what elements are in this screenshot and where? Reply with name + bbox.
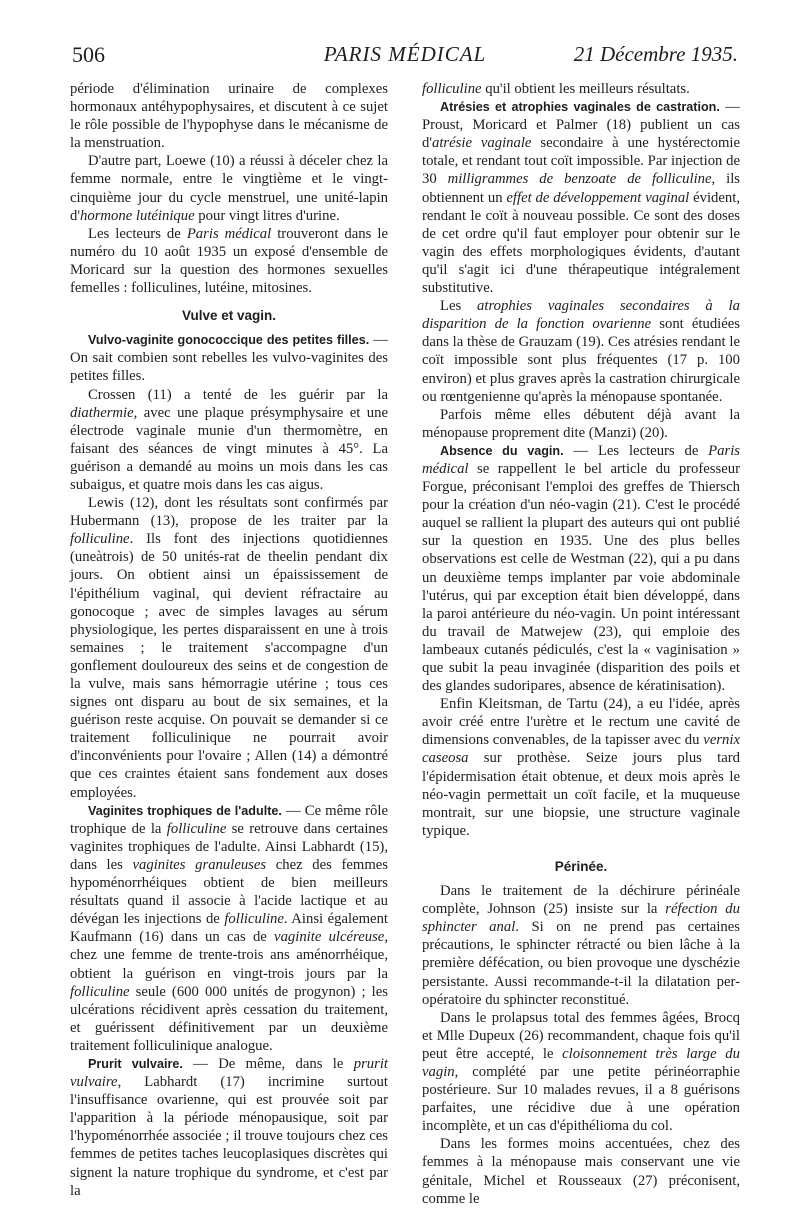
page-header xyxy=(72,42,738,76)
paragraph: Absence du vagin. — Les lecteurs de Paris médical se rappellent le bel article du professeur Forgue, préconisant l'emploi des greffes de Thiersch pour la création d'un néo-vagin (21). C'est le procédé auquel se rallient la plupart des auteurs qui ont publié sur la question en 1935. Une des plus belles observations est celle de Westman (22), qui a pu dans un deuxième temps implanter par voie abdominale l'utérus, qui par exception était bien développé, dans la paroi antérieure du néo-vagin. Un point intéressant du travail de Matwejew (23), qui emploie des lambeaux cutanés pédiculés, c'est la « vaginisation » que subit la peau invaginée (disparition des poils et des glandes sudoripares, absence de kératinisation). xyxy=(422,442,740,695)
paragraph: D'autre part, Loewe (10) a réussi à déceler chez la femme normale, entre le vingtième et le vingt-cinquième jour du cycle menstruel, une unité-lapin d'hormone lutéinique pour vingt litres d'urine. xyxy=(70,153,388,224)
paragraph: Lewis (12), dont les résultats sont confirmés par Hubermann (13), propose de les traiter par la folliculine. Ils font des injections quotidiennes (uneàtrois) de 50 unités-rat de theelin pendant dix jours. On obtient ainsi un épaississement de l'épithélium vaginal, qui devient réfractaire au gonocoque ; avec de simples lavages au sérum physiologique, les pertes disparaissent en une à trois semaines ; le traitement s'accompagne d'un gonflement douloureux des seins et de congestion de la vulve, mais sans hémorragie utérine ; tous ces signes ont disparu au bout de six semaines, et la guérison reste acquise. On pouvait se demander si ce traitement folliculinique ne pourrait avoir d'inconvénients pour l'ovaire ; Allen (14) a démontré que ces craintes étaient sans fondement aux doses employées. xyxy=(70,495,388,801)
page-number: 506 xyxy=(72,42,105,67)
paragraph: Prurit vulvaire. — De même, dans le prurit vulvaire, Labhardt (17) incrimine surtout l'insuffisance ovarienne, qui est prouvée soit par l'apparition à la période ménopausique, soit par l'hypoménorrhée associée ; il trouve toujours chez ces femmes de petites taches leucoplasiques discrètes qui signent la nature trophique du syndrome, et c'est par la xyxy=(70,1055,388,1199)
paragraph: Vulvo-vaginite gonococcique des petites filles. — On sait combien sont rebelles les vulvo-vaginites des petites filles. xyxy=(70,332,388,385)
run-in-heading: Atrésies et atrophies vaginales de castration. xyxy=(440,100,720,115)
issue-date: 21 Décembre 1935. xyxy=(573,42,738,66)
run-in-heading: Vaginites trophiques de l'adulte. xyxy=(88,803,282,818)
right-column xyxy=(422,80,740,1208)
paragraph: Dans le traitement de la déchirure périnéale complète, Johnson (25) insiste sur la réfection du sphincter anal. Si on ne prend pas certaines précautions, le sphincter rétracté ou bien lâche à la première défécation, ou bien provoque une dyschézie persistante. Aussi recommande-t-il la dilatation per-opératoire du sphincter reconstitué. xyxy=(422,883,740,1008)
run-in-heading: Prurit vulvaire. xyxy=(88,1056,183,1071)
paragraph: Les lecteurs de Paris médical trouveront dans le numéro du 10 août 1935 un exposé d'ensemble de Moricard sur la question des hormones sexuelles femelles : folliculines, lutéine, mitosines. xyxy=(70,225,388,297)
run-in-heading: Absence du vagin. xyxy=(440,443,564,458)
paragraph: Crossen (11) a tenté de les guérir par la diathermie, avec une plaque présymphysaire et une électrode vaginale munie d'un thermomètre, en faisant des séances de vingt minutes à 45°. La guérison a demandé au moins un mois dans les cas subaigus, et quatre mois dans les cas aigus. xyxy=(70,386,388,493)
left-column xyxy=(70,80,388,1200)
paragraph: Parfois même elles débutent déjà avant la ménopause proprement dite (Manzi) (20). xyxy=(422,406,740,441)
section-heading: Vulve et vagin. xyxy=(181,308,277,324)
paragraph: Dans les formes moins accentuées, chez des femmes à la ménopause mais conservant une vie génitale, Michel et Rousseaux (27) préconisent, comme le xyxy=(422,1136,740,1207)
paragraph: Enfin Kleitsman, de Tartu (24), a eu l'idée, après avoir créé entre l'urètre et le rectum une cavité de dimensions convenables, de la tapisser avec du vernix caseosa sur prothèse. Seize jours plus tard l'épidermisation était obtenue, et deux mois après le néo-vagin permettait un coït facile, et la muqueuse montrait, sur une biopsie, une structure vaginale typique. xyxy=(422,696,740,839)
paragraph: folliculine qu'il obtient les meilleurs résultats. xyxy=(422,81,690,97)
paragraph: Atrésies et atrophies vaginales de castration. — Proust, Moricard et Palmer (18) publient un cas d'atrésie vaginale secondaire à une hystérectomie totale, et rendant tout coït impossible. Par injection de 30 milligrammes de benzoate de folliculine, ils obtiennent un effet de développement vaginal évident, rendant le coït à nouveau possible. Ce sont des doses de cet ordre qu'il faut employer pour obtenir sur le vagin des effets morphologiques évidents, d'autant qu'il s'agit ici d'une thérapeutique intégralement substitutive. xyxy=(422,99,741,297)
run-in-heading: Vulvo-vaginite gonococcique des petites filles. xyxy=(88,333,370,348)
paragraph: Vaginites trophiques de l'adulte. — Ce même rôle trophique de la folliculine se retrouve dans certaines vaginites trophiques de l'adulte. Ainsi Labhardt (15), dans les vaginites granuleuses chez des femmes hypoménorrhéiques obtient de bien meilleurs résultats quand il associe à l'acide lactique et au dévégan les injections de folliculine. Ainsi également Kaufmann (16) dans un cas de vaginite ulcéreuse, chez une femme de trente-trois ans aménorrhéique, obtient la guérison en vingt-trois jours par la folliculine seule (600 000 unités de progynon) ; les ulcérations récidivent après cessation du traitement, et guérissent définitivement par un deuxième traitement folliculinique analogue. xyxy=(70,802,389,1054)
section-heading: Périnée. xyxy=(554,858,608,874)
paragraph: Les atrophies vaginales secondaires à la disparition de la fonction ovarienne sont étudiées dans la thèse de Grauzam (19). Ces atrésies rendant le coït impossible sont plus fréquentes (17 p. 100 environ) et plus graves après la castration chirurgicale ou rœntgenienne qu'après la ménopause spontanée. xyxy=(422,298,741,405)
paragraph: période d'élimination urinaire de complexes hormonaux antéhypophysaires, et discutent à ce sujet le rôle possible de l'hypophyse dans le mécanisme de la menstruation. xyxy=(70,81,388,152)
journal-title: PARIS MÉDICAL xyxy=(323,42,487,66)
paragraph: Dans le prolapsus total des femmes âgées, Brocq et Mlle Dupeux (26) recommandent, chaque fois qu'il peut être accepté, le cloisonnement très large du vagin, complété par une petite périnéorraphie postérieure. Sur 10 malades revues, il a 8 guérisons parfaites, une récidive due à une opération incomplète, et un cas d'épithélioma du col. xyxy=(422,1009,740,1135)
